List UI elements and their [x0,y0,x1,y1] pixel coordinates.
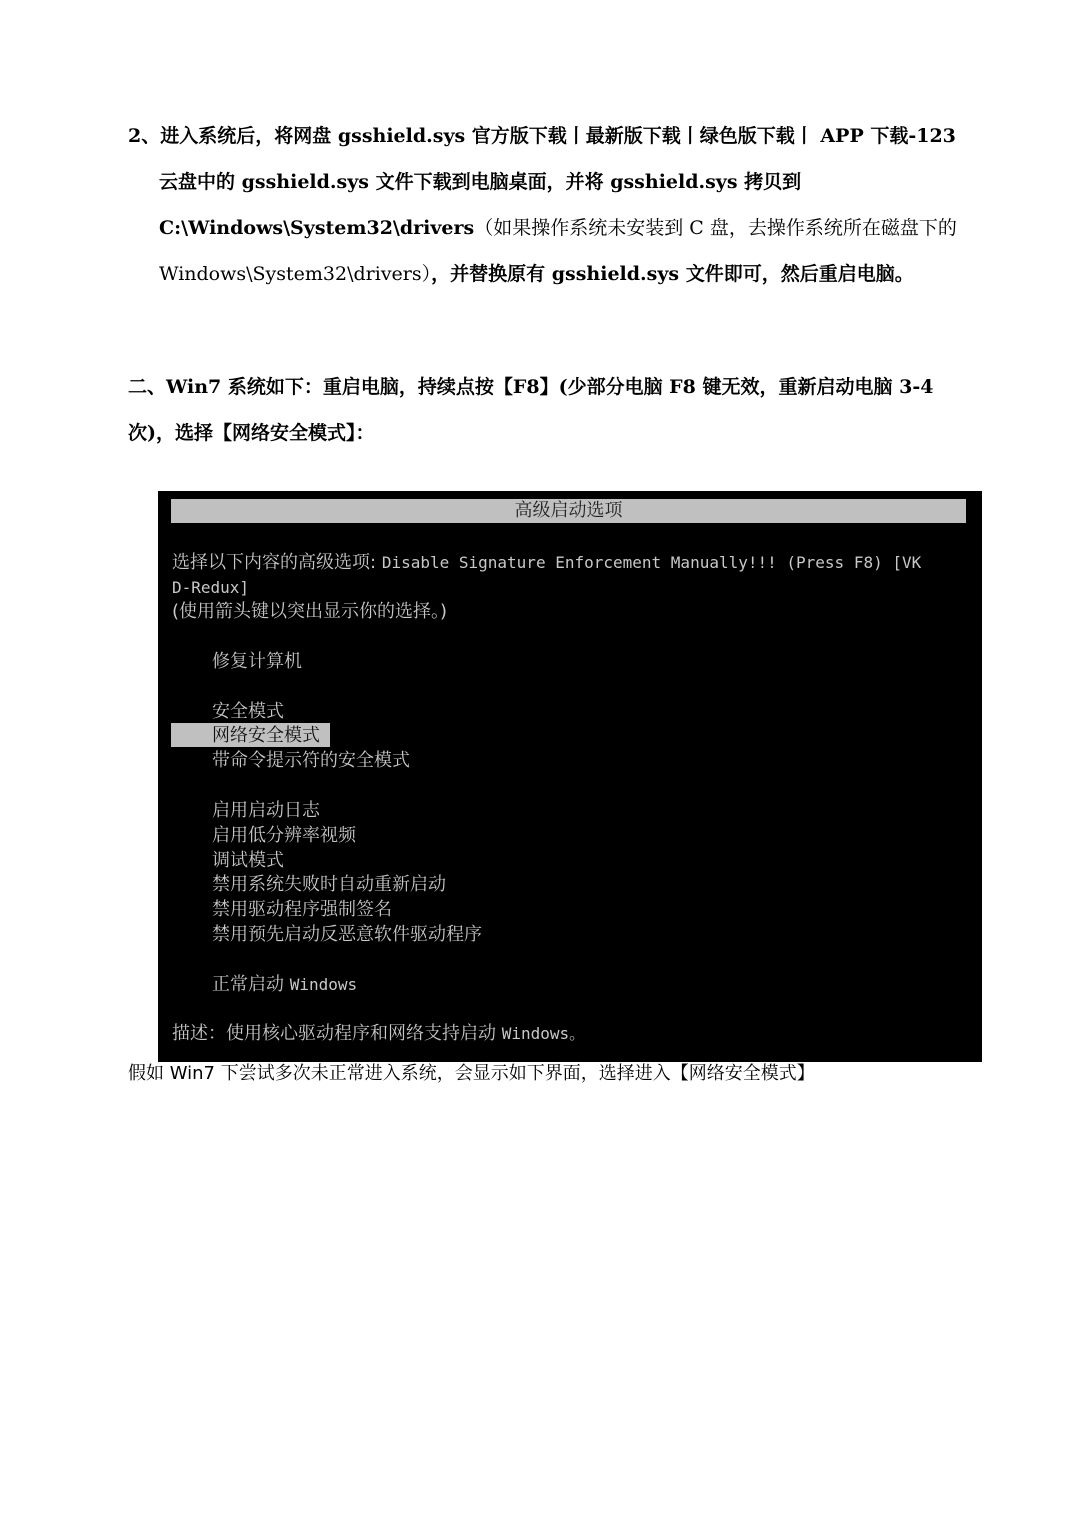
option-safe-mode-networking[interactable]: 网络安全模式 [212,725,320,746]
option-debug-mode[interactable]: 调试模式 [212,850,284,871]
option-repair-computer[interactable]: 修复计算机 [212,651,302,672]
step2-line1: 2、进入系统后，将网盘 gsshield.sys 官方版下载丨最新版下载丨绿色版下载丨 APP 下载-123 [128,125,956,147]
option-disable-auto-restart[interactable]: 禁用系统失败时自动重新启动 [212,874,446,895]
step2-line4 [159,251,914,297]
step2-line4-instruction: ，并替换原有 gsshield.sys 文件即可，然后重启电脑。 [431,263,914,285]
start-normally-os: Windows [289,975,358,994]
section2-line1: 二、Win7 系统如下：重启电脑，持续点按【F8】(少部分电脑 F8 键无效，重新启动电脑 3-4 [128,376,934,398]
option-safe-mode[interactable]: 安全模式 [212,701,284,722]
boot-prompt-cont: D-Redux] [172,578,250,597]
advanced-boot-options-screen [158,491,982,1062]
boot-prompt-label: 选择以下内容的高级选项: [172,552,377,573]
section2-line2: 次)，选择【网络安全模式】： [128,422,375,444]
option-boot-logging[interactable]: 启用启动日志 [212,800,320,821]
boot-prompt [172,550,921,575]
option-safe-mode-cmd[interactable]: 带命令提示符的安全模式 [212,750,410,771]
boot-title-bar: 高级启动选项 [171,499,966,523]
option-disable-driver-signature[interactable]: 禁用驱动程序强制签名 [212,899,392,920]
boot-description-label: 描述：使用核心驱动程序和网络支持启动 [172,1023,496,1044]
start-normally-label: 正常启动 [212,974,284,995]
option-low-res-video[interactable]: 启用低分辨率视频 [212,825,356,846]
boot-prompt-value: Disable Signature Enforcement Manually!!! (Press F8) [VK [381,553,922,572]
boot-description-os: Windows。 [501,1024,586,1043]
boot-description [172,1021,585,1046]
step2-line2: 云盘中的 gsshield.sys 文件下载到电脑桌面，并将 gsshield.sys 拷贝到 [159,171,802,193]
step2-line3-note: （如果操作系统未安装到 C 盘，去操作系统所在磁盘下的 [474,217,957,239]
option-disable-early-launch-antimalware[interactable]: 禁用预先启动反恶意软件驱动程序 [212,924,482,945]
figure-caption: 假如 Win7 下尝试多次未正常进入系统，会显示如下界面，选择进入【网络安全模式】 [128,1063,815,1084]
step2-line4-path: Windows\System32\drivers） [159,263,432,285]
option-start-windows-normally[interactable] [212,972,357,997]
step2-line3 [159,205,957,251]
boot-hint: (使用箭头键以突出显示你的选择。) [172,601,448,622]
drivers-path: C:\Windows\System32\drivers [159,217,475,239]
